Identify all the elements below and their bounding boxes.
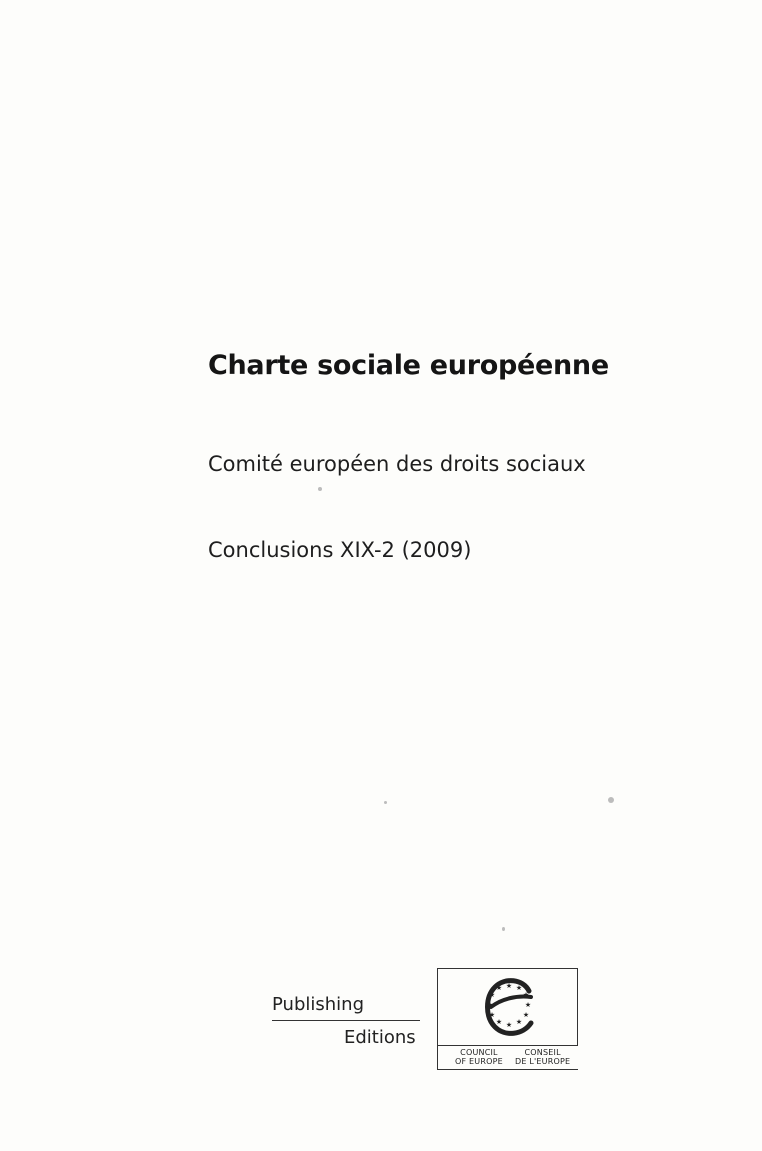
paper-speck [502,927,505,931]
publisher-line1: Publishing [272,994,364,1015]
council-of-europe-emblem-icon [477,973,541,1041]
document-subtitle: Comité européen des droits sociaux [208,452,586,476]
svg-text:★: ★ [524,1001,532,1009]
logo-divider [437,1069,578,1070]
svg-text:★: ★ [522,1011,530,1019]
paper-speck [384,801,387,804]
logo-label-english [455,1048,503,1066]
logo-label-english-line1: COUNCIL [460,1048,498,1057]
svg-text:★: ★ [515,984,523,992]
svg-text:★: ★ [505,1021,513,1029]
logo-label-french-line1: CONSEIL [524,1048,561,1057]
svg-text:★: ★ [505,982,513,990]
svg-text:★: ★ [495,984,503,992]
paper-speck [608,797,614,803]
publisher-line2: Editions [344,1027,416,1048]
svg-text:★: ★ [486,1001,494,1009]
logo-label-french [515,1048,570,1066]
paper-speck [318,487,322,491]
document-title: Charte sociale européenne [208,350,609,381]
logo-label-french-line2: DE L'EUROPE [515,1057,571,1066]
svg-text:★: ★ [488,991,496,999]
publisher-divider [272,1020,420,1021]
svg-text:★: ★ [522,991,530,999]
svg-text:★: ★ [515,1018,523,1026]
svg-text:★: ★ [488,1011,496,1019]
document-volume: Conclusions XIX-2 (2009) [208,538,472,562]
logo-divider-vertical [437,1046,438,1070]
svg-text:★: ★ [495,1018,503,1026]
logo-label-english-line2: OF EUROPE [455,1057,503,1066]
